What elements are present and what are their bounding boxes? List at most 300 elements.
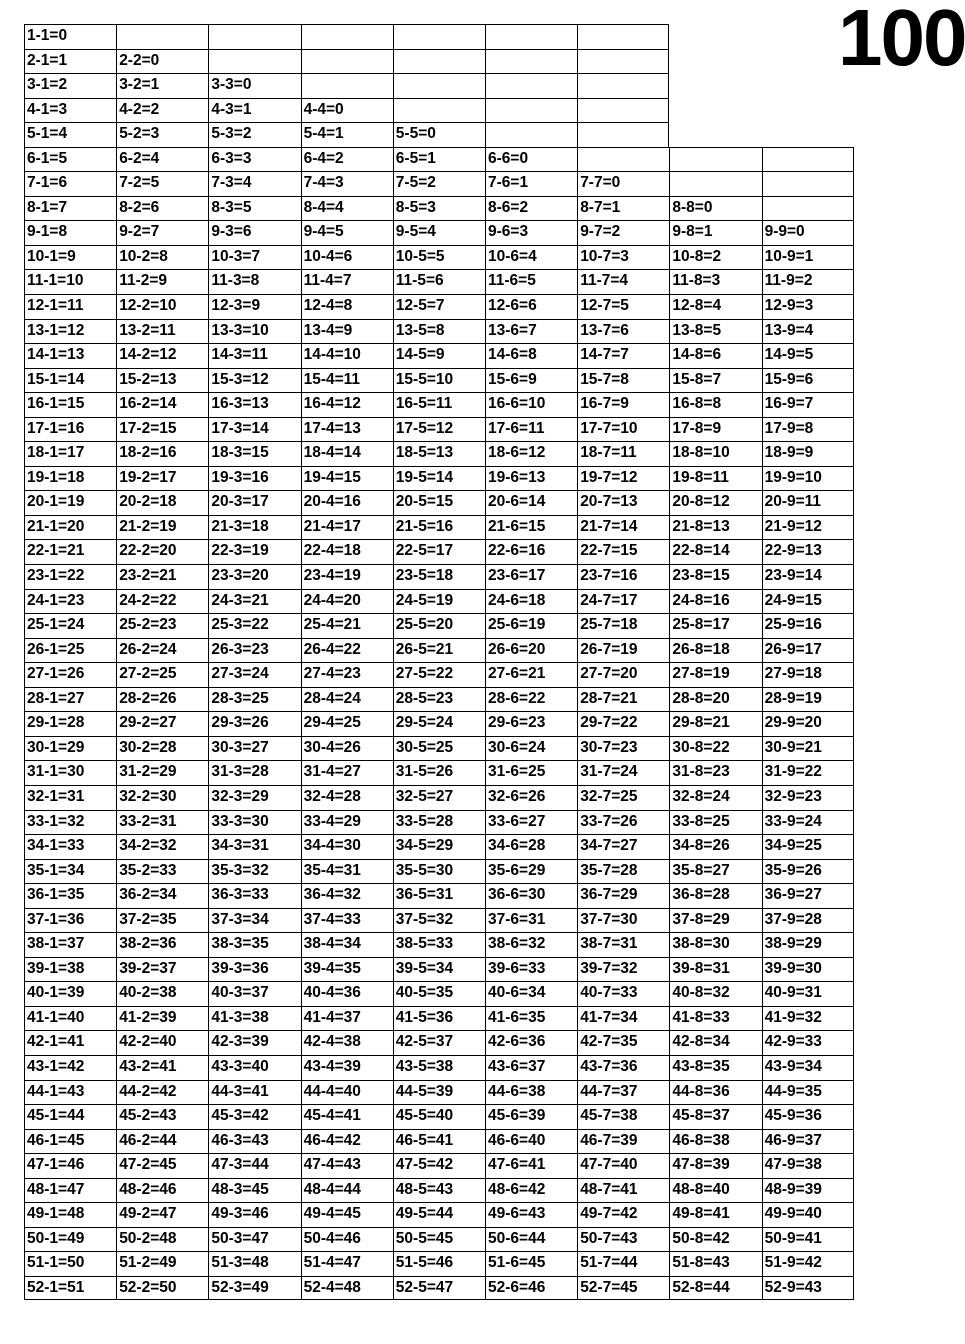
table-cell: 44-8=36 bbox=[669, 1080, 761, 1105]
table-cell: 30-8=22 bbox=[669, 736, 761, 761]
table-cell: 5-3=2 bbox=[208, 122, 300, 147]
table-row bbox=[24, 957, 854, 982]
table-row bbox=[24, 834, 854, 859]
table-cell: 52-3=49 bbox=[208, 1276, 300, 1301]
table-cell: 37-4=33 bbox=[301, 908, 393, 933]
subtraction-table bbox=[24, 24, 854, 1300]
table-row bbox=[24, 515, 854, 540]
table-cell: 28-6=22 bbox=[485, 687, 577, 712]
table-cell bbox=[116, 24, 208, 49]
table-cell: 41-2=39 bbox=[116, 1006, 208, 1031]
table-cell: 12-1=11 bbox=[24, 294, 116, 319]
table-cell: 20-7=13 bbox=[577, 490, 669, 515]
table-cell: 39-1=38 bbox=[24, 957, 116, 982]
table-cell: 38-5=33 bbox=[393, 932, 485, 957]
table-cell: 4-4=0 bbox=[301, 98, 393, 123]
table-cell: 11-9=2 bbox=[762, 269, 854, 294]
table-cell: 16-4=12 bbox=[301, 392, 393, 417]
table-cell: 33-7=26 bbox=[577, 810, 669, 835]
table-cell: 29-4=25 bbox=[301, 711, 393, 736]
table-cell: 10-2=8 bbox=[116, 245, 208, 270]
table-row bbox=[24, 1153, 854, 1178]
table-cell: 32-5=27 bbox=[393, 785, 485, 810]
table-cell: 37-8=29 bbox=[669, 908, 761, 933]
table-cell: 33-3=30 bbox=[208, 810, 300, 835]
table-cell: 33-4=29 bbox=[301, 810, 393, 835]
table-cell: 38-8=30 bbox=[669, 932, 761, 957]
table-cell: 18-6=12 bbox=[485, 441, 577, 466]
table-row bbox=[24, 613, 854, 638]
table-cell: 45-7=38 bbox=[577, 1104, 669, 1129]
table-cell: 52-7=45 bbox=[577, 1276, 669, 1301]
table-row bbox=[24, 981, 854, 1006]
table-cell: 10-9=1 bbox=[762, 245, 854, 270]
table-cell: 15-9=6 bbox=[762, 368, 854, 393]
table-cell: 14-4=10 bbox=[301, 343, 393, 368]
table-cell: 25-6=19 bbox=[485, 613, 577, 638]
table-cell: 31-6=25 bbox=[485, 760, 577, 785]
table-cell: 12-6=6 bbox=[485, 294, 577, 319]
table-cell: 10-1=9 bbox=[24, 245, 116, 270]
table-cell: 9-1=8 bbox=[24, 220, 116, 245]
table-cell: 52-5=47 bbox=[393, 1276, 485, 1301]
table-cell: 11-7=4 bbox=[577, 269, 669, 294]
table-cell: 51-5=46 bbox=[393, 1251, 485, 1276]
table-cell: 32-9=23 bbox=[762, 785, 854, 810]
table-cell: 50-3=47 bbox=[208, 1227, 300, 1252]
table-cell: 29-7=22 bbox=[577, 711, 669, 736]
table-cell: 7-3=4 bbox=[208, 171, 300, 196]
table-cell: 50-4=46 bbox=[301, 1227, 393, 1252]
table-cell: 21-8=13 bbox=[669, 515, 761, 540]
table-cell: 36-4=32 bbox=[301, 883, 393, 908]
table-cell: 52-2=50 bbox=[116, 1276, 208, 1301]
table-cell: 32-4=28 bbox=[301, 785, 393, 810]
table-cell: 34-1=33 bbox=[24, 834, 116, 859]
table-cell: 50-8=42 bbox=[669, 1227, 761, 1252]
table-row bbox=[24, 171, 854, 196]
table-cell: 15-1=14 bbox=[24, 368, 116, 393]
table-cell: 47-8=39 bbox=[669, 1153, 761, 1178]
table-cell: 35-6=29 bbox=[485, 859, 577, 884]
table-cell: 38-4=34 bbox=[301, 932, 393, 957]
table-cell bbox=[762, 147, 854, 172]
table-cell: 17-6=11 bbox=[485, 417, 577, 442]
table-cell bbox=[485, 122, 577, 147]
table-row bbox=[24, 147, 854, 172]
table-cell: 10-5=5 bbox=[393, 245, 485, 270]
table-cell bbox=[485, 24, 577, 49]
table-cell: 46-1=45 bbox=[24, 1129, 116, 1154]
table-cell bbox=[669, 147, 761, 172]
table-row bbox=[24, 368, 854, 393]
table-cell: 44-5=39 bbox=[393, 1080, 485, 1105]
table-cell: 13-8=5 bbox=[669, 319, 761, 344]
table-cell: 42-4=38 bbox=[301, 1030, 393, 1055]
table-cell: 29-2=27 bbox=[116, 711, 208, 736]
table-cell: 26-1=25 bbox=[24, 638, 116, 663]
table-cell: 15-6=9 bbox=[485, 368, 577, 393]
table-cell: 51-4=47 bbox=[301, 1251, 393, 1276]
table-cell: 9-6=3 bbox=[485, 220, 577, 245]
table-cell: 35-5=30 bbox=[393, 859, 485, 884]
table-cell: 30-6=24 bbox=[485, 736, 577, 761]
table-cell: 19-5=14 bbox=[393, 466, 485, 491]
table-cell: 36-6=30 bbox=[485, 883, 577, 908]
table-cell: 6-4=2 bbox=[301, 147, 393, 172]
table-cell: 34-8=26 bbox=[669, 834, 761, 859]
table-cell: 21-7=14 bbox=[577, 515, 669, 540]
table-row bbox=[24, 24, 854, 49]
table-cell: 15-4=11 bbox=[301, 368, 393, 393]
table-cell bbox=[577, 98, 669, 123]
table-cell: 15-8=7 bbox=[669, 368, 761, 393]
table-cell bbox=[485, 73, 577, 98]
table-cell: 28-4=24 bbox=[301, 687, 393, 712]
table-cell: 52-8=44 bbox=[669, 1276, 761, 1301]
table-cell: 21-1=20 bbox=[24, 515, 116, 540]
table-cell: 30-9=21 bbox=[762, 736, 854, 761]
table-cell: 40-9=31 bbox=[762, 981, 854, 1006]
table-row bbox=[24, 564, 854, 589]
table-cell: 34-6=28 bbox=[485, 834, 577, 859]
table-cell: 14-8=6 bbox=[669, 343, 761, 368]
table-cell: 15-7=8 bbox=[577, 368, 669, 393]
table-cell: 42-2=40 bbox=[116, 1030, 208, 1055]
table-cell: 14-7=7 bbox=[577, 343, 669, 368]
table-cell: 16-1=15 bbox=[24, 392, 116, 417]
table-cell: 5-4=1 bbox=[301, 122, 393, 147]
table-cell: 23-8=15 bbox=[669, 564, 761, 589]
table-cell: 12-2=10 bbox=[116, 294, 208, 319]
table-cell: 47-9=38 bbox=[762, 1153, 854, 1178]
table-cell bbox=[301, 49, 393, 74]
table-cell: 46-5=41 bbox=[393, 1129, 485, 1154]
table-cell: 52-4=48 bbox=[301, 1276, 393, 1301]
table-cell: 15-5=10 bbox=[393, 368, 485, 393]
table-cell: 50-2=48 bbox=[116, 1227, 208, 1252]
table-cell: 41-5=36 bbox=[393, 1006, 485, 1031]
table-cell: 22-4=18 bbox=[301, 539, 393, 564]
table-cell: 43-2=41 bbox=[116, 1055, 208, 1080]
table-cell: 40-3=37 bbox=[208, 981, 300, 1006]
table-cell: 9-7=2 bbox=[577, 220, 669, 245]
table-cell: 9-3=6 bbox=[208, 220, 300, 245]
table-cell: 47-7=40 bbox=[577, 1153, 669, 1178]
table-cell: 43-3=40 bbox=[208, 1055, 300, 1080]
table-row bbox=[24, 785, 854, 810]
table-row bbox=[24, 220, 854, 245]
table-cell: 9-8=1 bbox=[669, 220, 761, 245]
table-cell: 48-7=41 bbox=[577, 1178, 669, 1203]
table-cell: 34-5=29 bbox=[393, 834, 485, 859]
table-cell: 33-8=25 bbox=[669, 810, 761, 835]
table-cell: 44-4=40 bbox=[301, 1080, 393, 1105]
table-cell bbox=[577, 122, 669, 147]
table-cell: 41-9=32 bbox=[762, 1006, 854, 1031]
table-cell: 28-5=23 bbox=[393, 687, 485, 712]
table-cell: 6-1=5 bbox=[24, 147, 116, 172]
table-cell: 51-9=42 bbox=[762, 1251, 854, 1276]
table-cell: 45-3=42 bbox=[208, 1104, 300, 1129]
table-cell: 41-7=34 bbox=[577, 1006, 669, 1031]
table-cell: 39-6=33 bbox=[485, 957, 577, 982]
table-row bbox=[24, 196, 854, 221]
table-row bbox=[24, 98, 854, 123]
table-cell: 44-6=38 bbox=[485, 1080, 577, 1105]
table-cell: 35-4=31 bbox=[301, 859, 393, 884]
table-cell: 8-5=3 bbox=[393, 196, 485, 221]
table-cell bbox=[393, 49, 485, 74]
table-cell: 32-6=26 bbox=[485, 785, 577, 810]
table-cell: 13-5=8 bbox=[393, 319, 485, 344]
table-cell: 26-9=17 bbox=[762, 638, 854, 663]
table-cell: 44-7=37 bbox=[577, 1080, 669, 1105]
table-cell bbox=[301, 73, 393, 98]
table-cell: 20-2=18 bbox=[116, 490, 208, 515]
table-cell: 42-5=37 bbox=[393, 1030, 485, 1055]
table-row bbox=[24, 736, 854, 761]
table-cell: 18-9=9 bbox=[762, 441, 854, 466]
table-cell: 34-4=30 bbox=[301, 834, 393, 859]
table-cell: 11-1=10 bbox=[24, 269, 116, 294]
table-cell: 45-2=43 bbox=[116, 1104, 208, 1129]
table-cell: 50-1=49 bbox=[24, 1227, 116, 1252]
table-cell: 20-9=11 bbox=[762, 490, 854, 515]
table-cell: 44-2=42 bbox=[116, 1080, 208, 1105]
table-cell: 25-8=17 bbox=[669, 613, 761, 638]
table-cell: 32-7=25 bbox=[577, 785, 669, 810]
table-cell: 25-7=18 bbox=[577, 613, 669, 638]
table-cell: 5-5=0 bbox=[393, 122, 485, 147]
table-cell: 23-5=18 bbox=[393, 564, 485, 589]
table-cell: 10-6=4 bbox=[485, 245, 577, 270]
table-cell: 11-3=8 bbox=[208, 269, 300, 294]
table-cell: 35-1=34 bbox=[24, 859, 116, 884]
table-cell: 37-5=32 bbox=[393, 908, 485, 933]
table-cell: 39-8=31 bbox=[669, 957, 761, 982]
table-cell: 14-1=13 bbox=[24, 343, 116, 368]
table-cell: 18-7=11 bbox=[577, 441, 669, 466]
table-cell: 50-9=41 bbox=[762, 1227, 854, 1252]
table-cell: 7-1=6 bbox=[24, 171, 116, 196]
table-row bbox=[24, 1055, 854, 1080]
table-cell: 16-5=11 bbox=[393, 392, 485, 417]
table-cell: 50-7=43 bbox=[577, 1227, 669, 1252]
table-cell: 49-9=40 bbox=[762, 1202, 854, 1227]
table-cell: 22-3=19 bbox=[208, 539, 300, 564]
table-cell bbox=[393, 98, 485, 123]
table-row bbox=[24, 1030, 854, 1055]
table-cell: 29-8=21 bbox=[669, 711, 761, 736]
table-cell: 10-8=2 bbox=[669, 245, 761, 270]
table-cell: 18-4=14 bbox=[301, 441, 393, 466]
table-cell: 43-5=38 bbox=[393, 1055, 485, 1080]
table-cell: 13-6=7 bbox=[485, 319, 577, 344]
table-cell: 26-2=24 bbox=[116, 638, 208, 663]
table-row bbox=[24, 245, 854, 270]
table-cell: 24-7=17 bbox=[577, 589, 669, 614]
table-cell: 51-1=50 bbox=[24, 1251, 116, 1276]
table-cell: 19-3=16 bbox=[208, 466, 300, 491]
table-cell: 24-2=22 bbox=[116, 589, 208, 614]
table-cell: 23-2=21 bbox=[116, 564, 208, 589]
table-cell: 47-2=45 bbox=[116, 1153, 208, 1178]
table-row bbox=[24, 1129, 854, 1154]
table-row bbox=[24, 392, 854, 417]
table-row bbox=[24, 638, 854, 663]
table-cell: 32-1=31 bbox=[24, 785, 116, 810]
table-cell: 48-5=43 bbox=[393, 1178, 485, 1203]
table-cell: 14-9=5 bbox=[762, 343, 854, 368]
table-cell: 18-3=15 bbox=[208, 441, 300, 466]
table-cell: 26-6=20 bbox=[485, 638, 577, 663]
table-cell: 48-1=47 bbox=[24, 1178, 116, 1203]
table-row bbox=[24, 490, 854, 515]
table-cell: 30-7=23 bbox=[577, 736, 669, 761]
table-cell: 19-7=12 bbox=[577, 466, 669, 491]
table-cell: 37-6=31 bbox=[485, 908, 577, 933]
table-cell: 41-3=38 bbox=[208, 1006, 300, 1031]
table-cell: 35-7=28 bbox=[577, 859, 669, 884]
table-cell: 23-7=16 bbox=[577, 564, 669, 589]
table-cell: 23-9=14 bbox=[762, 564, 854, 589]
table-cell: 6-5=1 bbox=[393, 147, 485, 172]
table-cell: 17-4=13 bbox=[301, 417, 393, 442]
table-cell: 13-4=9 bbox=[301, 319, 393, 344]
table-cell: 27-2=25 bbox=[116, 662, 208, 687]
table-cell: 42-9=33 bbox=[762, 1030, 854, 1055]
table-cell: 19-4=15 bbox=[301, 466, 393, 491]
table-cell: 5-1=4 bbox=[24, 122, 116, 147]
table-cell: 47-5=42 bbox=[393, 1153, 485, 1178]
table-cell: 6-3=3 bbox=[208, 147, 300, 172]
table-row bbox=[24, 1080, 854, 1105]
table-cell: 21-3=18 bbox=[208, 515, 300, 540]
page-title: 100 bbox=[838, 0, 965, 82]
table-cell: 29-1=28 bbox=[24, 711, 116, 736]
table-cell: 52-9=43 bbox=[762, 1276, 854, 1301]
table-cell: 9-2=7 bbox=[116, 220, 208, 245]
table-cell: 6-6=0 bbox=[485, 147, 577, 172]
table-cell: 3-2=1 bbox=[116, 73, 208, 98]
table-cell: 38-1=37 bbox=[24, 932, 116, 957]
table-cell: 13-2=11 bbox=[116, 319, 208, 344]
table-cell: 40-1=39 bbox=[24, 981, 116, 1006]
table-cell: 6-2=4 bbox=[116, 147, 208, 172]
table-row bbox=[24, 417, 854, 442]
table-cell: 8-1=7 bbox=[24, 196, 116, 221]
table-cell: 45-9=36 bbox=[762, 1104, 854, 1129]
table-cell bbox=[485, 98, 577, 123]
table-cell: 12-9=3 bbox=[762, 294, 854, 319]
table-cell: 40-7=33 bbox=[577, 981, 669, 1006]
table-cell: 49-1=48 bbox=[24, 1202, 116, 1227]
table-cell: 41-1=40 bbox=[24, 1006, 116, 1031]
table-cell: 46-3=43 bbox=[208, 1129, 300, 1154]
table-cell: 8-4=4 bbox=[301, 196, 393, 221]
table-cell: 49-4=45 bbox=[301, 1202, 393, 1227]
table-row bbox=[24, 343, 854, 368]
table-cell: 25-9=16 bbox=[762, 613, 854, 638]
table-cell: 34-7=27 bbox=[577, 834, 669, 859]
table-cell: 26-7=19 bbox=[577, 638, 669, 663]
table-cell: 18-5=13 bbox=[393, 441, 485, 466]
table-row bbox=[24, 908, 854, 933]
table-cell: 34-9=25 bbox=[762, 834, 854, 859]
table-cell: 27-8=19 bbox=[669, 662, 761, 687]
table-cell: 30-4=26 bbox=[301, 736, 393, 761]
table-cell: 13-1=12 bbox=[24, 319, 116, 344]
table-cell: 19-6=13 bbox=[485, 466, 577, 491]
table-cell: 24-1=23 bbox=[24, 589, 116, 614]
table-cell: 23-6=17 bbox=[485, 564, 577, 589]
table-cell: 45-5=40 bbox=[393, 1104, 485, 1129]
table-cell: 46-2=44 bbox=[116, 1129, 208, 1154]
table-cell: 12-5=7 bbox=[393, 294, 485, 319]
table-cell: 22-9=13 bbox=[762, 539, 854, 564]
table-cell: 29-9=20 bbox=[762, 711, 854, 736]
table-cell: 49-5=44 bbox=[393, 1202, 485, 1227]
table-cell: 51-2=49 bbox=[116, 1251, 208, 1276]
table-cell: 44-3=41 bbox=[208, 1080, 300, 1105]
table-cell: 48-6=42 bbox=[485, 1178, 577, 1203]
table-cell: 46-8=38 bbox=[669, 1129, 761, 1154]
table-cell: 52-1=51 bbox=[24, 1276, 116, 1301]
table-cell: 36-7=29 bbox=[577, 883, 669, 908]
table-cell bbox=[301, 24, 393, 49]
table-cell: 40-6=34 bbox=[485, 981, 577, 1006]
table-cell: 21-9=12 bbox=[762, 515, 854, 540]
table-row bbox=[24, 883, 854, 908]
table-cell: 10-7=3 bbox=[577, 245, 669, 270]
table-cell: 20-4=16 bbox=[301, 490, 393, 515]
table-cell: 22-5=17 bbox=[393, 539, 485, 564]
table-row bbox=[24, 711, 854, 736]
table-cell: 39-7=32 bbox=[577, 957, 669, 982]
table-cell: 40-5=35 bbox=[393, 981, 485, 1006]
table-cell: 23-1=22 bbox=[24, 564, 116, 589]
table-cell: 47-3=44 bbox=[208, 1153, 300, 1178]
table-cell bbox=[577, 24, 669, 49]
table-cell: 28-7=21 bbox=[577, 687, 669, 712]
table-cell: 29-5=24 bbox=[393, 711, 485, 736]
table-cell bbox=[669, 171, 761, 196]
table-cell: 22-7=15 bbox=[577, 539, 669, 564]
table-cell: 24-6=18 bbox=[485, 589, 577, 614]
table-cell: 11-5=6 bbox=[393, 269, 485, 294]
table-cell: 37-9=28 bbox=[762, 908, 854, 933]
table-cell: 27-4=23 bbox=[301, 662, 393, 687]
table-cell: 8-7=1 bbox=[577, 196, 669, 221]
table-cell: 4-2=2 bbox=[116, 98, 208, 123]
table-cell: 44-9=35 bbox=[762, 1080, 854, 1105]
table-cell: 21-6=15 bbox=[485, 515, 577, 540]
table-cell bbox=[577, 73, 669, 98]
table-cell: 32-3=29 bbox=[208, 785, 300, 810]
table-cell: 24-9=15 bbox=[762, 589, 854, 614]
table-cell: 43-1=42 bbox=[24, 1055, 116, 1080]
table-row bbox=[24, 441, 854, 466]
table-cell: 50-5=45 bbox=[393, 1227, 485, 1252]
table-cell: 43-9=34 bbox=[762, 1055, 854, 1080]
table-cell: 15-3=12 bbox=[208, 368, 300, 393]
table-row bbox=[24, 859, 854, 884]
table-cell: 27-6=21 bbox=[485, 662, 577, 687]
table-cell: 25-4=21 bbox=[301, 613, 393, 638]
table-cell: 49-3=46 bbox=[208, 1202, 300, 1227]
table-cell: 28-8=20 bbox=[669, 687, 761, 712]
